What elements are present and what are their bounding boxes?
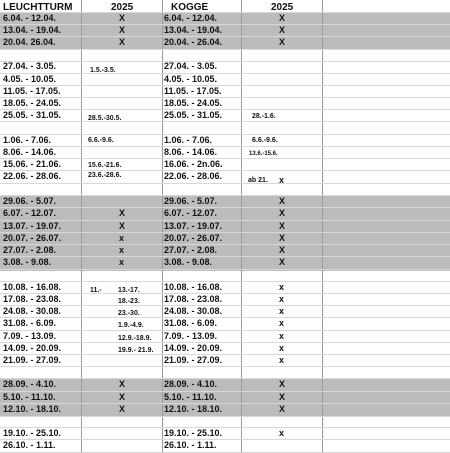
row-divider [0, 439, 450, 440]
kogge-booked-mark: X [279, 196, 286, 206]
kogge-week: 20.04. - 26.04. [164, 37, 223, 47]
note: 18.-23. [118, 298, 140, 305]
kogge-booked-mark: X [279, 233, 286, 243]
note: 1.5.-3.5. [90, 67, 116, 74]
kogge-booked-mark: X [279, 13, 286, 23]
note: 13.6.-15.6. [249, 151, 278, 157]
leuchtturm-booked-mark: X [119, 379, 126, 389]
leuchtturm-week: 28.09. - 4.10. [3, 379, 57, 389]
leuchtturm-week: 4.05. - 10.05. [3, 74, 57, 84]
leuchtturm-booked-mark: X [119, 404, 126, 414]
kogge-week: 13.04. - 19.04. [164, 25, 223, 35]
kogge-week: 20.07. - 26.07. [164, 233, 223, 243]
kogge-week: 14.09. - 20.09. [164, 343, 223, 353]
note: 13.-17. [118, 287, 140, 294]
kogge-booked-mark: x [279, 318, 285, 328]
kogge-week: 13.07. - 19.07. [164, 221, 223, 231]
kogge-week: 1.06. - 7.06. [164, 135, 213, 145]
row-divider [0, 24, 450, 25]
kogge-booked-mark: X [279, 25, 286, 35]
header-leuchtturm: LEUCHTTURM [3, 2, 73, 13]
header-year-left: 2025 [111, 2, 134, 13]
kogge-booked-mark: X [279, 37, 286, 47]
leuchtturm-week: 21.09. - 27.09. [3, 355, 62, 365]
kogge-week: 18.05. - 24.05. [164, 98, 223, 108]
leuchtturm-week: 19.10. - 25.10. [3, 428, 62, 438]
row-divider [0, 170, 450, 171]
note: 6.6.-9.6. [88, 137, 114, 144]
leuchtturm-week: 31.08. - 6.09. [3, 318, 57, 328]
leuchtturm-week: 13.07. - 19.07. [3, 221, 62, 231]
row-divider [0, 134, 450, 135]
kogge-booked-mark: x [279, 294, 285, 304]
leuchtturm-week: 10.08. - 16.08. [3, 282, 62, 292]
kogge-week: 6.04. - 12.04. [164, 13, 218, 23]
row-divider [0, 85, 450, 86]
kogge-week: 21.09. - 27.09. [164, 355, 223, 365]
kogge-week: 16.06. - 2n.06. [164, 159, 223, 169]
row-divider [0, 36, 450, 37]
kogge-booked-mark: x [279, 306, 285, 316]
kogge-week: 27.07. - 2.08. [164, 245, 218, 255]
row-divider [0, 195, 450, 196]
row-divider [0, 146, 450, 147]
note: ab 21. [248, 177, 268, 184]
kogge-week: 27.04. - 3.05. [164, 61, 218, 71]
leuchtturm-week: 1.06. - 7.06. [3, 135, 52, 145]
kogge-week: 4.05. - 10.05. [164, 74, 218, 84]
header-year-right: 2025 [271, 2, 294, 13]
leuchtturm-week: 14.09. - 20.09. [3, 343, 62, 353]
leuchtturm-week: 5.10. - 11.10. [3, 392, 56, 402]
note: 12.9.-18.9. [118, 335, 152, 342]
column-divider [81, 0, 82, 453]
leuchtturm-booked-mark: X [119, 37, 126, 47]
note: 1.9.-4.9. [118, 322, 144, 329]
row-divider [0, 158, 450, 159]
leuchtturm-booked-mark: X [119, 221, 126, 231]
column-divider [322, 0, 323, 453]
kogge-booked-mark: x [279, 355, 285, 365]
row-divider [0, 121, 450, 122]
note: 15.6.-21.6. [88, 162, 122, 169]
row-divider [0, 281, 450, 282]
row-divider [0, 293, 450, 294]
note: 28.-1.6. [252, 113, 276, 120]
kogge-week: 12.10. - 18.10. [164, 404, 223, 414]
note: 23.-30. [118, 310, 140, 317]
kogge-week: 31.08. - 6.09. [164, 318, 218, 328]
kogge-booked-mark: X [279, 379, 286, 389]
kogge-week: 19.10. - 25.10. [164, 428, 223, 438]
row-divider [0, 391, 450, 392]
leuchtturm-week: 27.07. - 2.08. [3, 245, 57, 255]
kogge-week: 29.06. - 5.07. [164, 196, 218, 206]
note: 28.5.-30.5. [88, 115, 122, 122]
row-divider [0, 305, 450, 306]
row-divider [0, 366, 450, 367]
leuchtturm-booked-mark: X [119, 392, 126, 402]
kogge-week: 7.09. - 13.09. [164, 331, 218, 341]
kogge-week: 26.10. - 1.11. [164, 440, 217, 450]
kogge-booked-mark: X [279, 392, 286, 402]
row-divider [0, 256, 450, 257]
kogge-week: 10.08. - 16.08. [164, 282, 223, 292]
kogge-booked-mark: X [279, 404, 286, 414]
kogge-week: 24.08. - 30.08. [164, 306, 223, 316]
column-divider [241, 0, 242, 453]
leuchtturm-week: 11.05. - 17.05. [3, 86, 61, 96]
leuchtturm-week: 24.08. - 30.08. [3, 306, 62, 316]
kogge-week: 28.09. - 4.10. [164, 379, 218, 389]
kogge-week: 6.07. - 12.07. [164, 208, 218, 218]
leuchtturm-week: 12.10. - 18.10. [3, 404, 62, 414]
note: 6.6.-9.6. [252, 137, 278, 144]
leuchtturm-booked-mark: x [119, 245, 125, 255]
leuchtturm-week: 3.08. - 9.08. [3, 257, 52, 267]
row-divider [0, 73, 450, 74]
kogge-booked-mark: X [279, 208, 286, 218]
kogge-week: 3.08. - 9.08. [164, 257, 213, 267]
leuchtturm-booked-mark: x [119, 233, 125, 243]
leuchtturm-week: 20.04. 26.04. [3, 37, 56, 47]
leuchtturm-week: 7.09. - 13.09. [3, 331, 57, 341]
note: 11.- [90, 287, 102, 294]
kogge-booked-mark: x [279, 282, 285, 292]
leuchtturm-week: 6.04. - 12.04. [3, 13, 57, 23]
leuchtturm-week: 26.10. - 1.11. [3, 440, 56, 450]
leuchtturm-week: 27.04. - 3.05. [3, 61, 57, 71]
kogge-week: 11.05. - 17.05. [164, 86, 222, 96]
row-divider [0, 220, 450, 221]
row-divider [0, 330, 450, 331]
leuchtturm-week: 29.06. - 5.07. [3, 196, 57, 206]
row-divider [0, 183, 450, 184]
kogge-week: 8.06. - 14.06. [164, 147, 218, 157]
note: 23.6.-28.6. [88, 172, 122, 179]
leuchtturm-week: 13.04. - 19.04. [3, 25, 62, 35]
row-divider [0, 269, 450, 270]
header-kogge: KOGGE [171, 2, 209, 13]
row-divider [0, 49, 450, 50]
shaded-block-april [0, 12, 450, 50]
row-divider [0, 97, 450, 98]
leuchtturm-week: 20.07. - 26.07. [3, 233, 62, 243]
row-divider [0, 244, 450, 245]
row-divider [0, 416, 450, 417]
kogge-week: 22.06. - 28.06. [164, 171, 223, 181]
leuchtturm-booked-mark: x [119, 257, 125, 267]
leuchtturm-booked-mark: X [119, 13, 126, 23]
leuchtturm-week: 18.05. - 24.05. [3, 98, 62, 108]
row-divider [0, 342, 450, 343]
kogge-booked-mark: x [279, 428, 285, 438]
kogge-booked-mark: X [279, 245, 286, 255]
kogge-week: 17.08. - 23.08. [164, 294, 223, 304]
shaded-block-october [0, 379, 450, 417]
kogge-booked-mark: X [279, 257, 286, 267]
row-divider [0, 378, 450, 379]
kogge-week: 25.05. - 31.05. [164, 110, 223, 120]
note: 19.9.- 21.9. [118, 347, 154, 354]
kogge-booked-mark: X [279, 221, 286, 231]
row-divider [0, 109, 450, 110]
note: x [279, 175, 285, 185]
leuchtturm-week: 8.06. - 14.06. [3, 147, 57, 157]
row-divider [0, 317, 450, 318]
row-divider [0, 403, 450, 404]
leuchtturm-week: 15.06. - 21.06. [3, 159, 62, 169]
row-divider [0, 232, 450, 233]
row-divider [0, 427, 450, 428]
kogge-booked-mark: x [279, 331, 285, 341]
row-divider [0, 354, 450, 355]
leuchtturm-booked-mark: X [119, 25, 126, 35]
kogge-booked-mark: x [279, 343, 285, 353]
row-divider [0, 61, 450, 62]
leuchtturm-week: 6.07. - 12.07. [3, 208, 57, 218]
column-divider [162, 0, 163, 453]
kogge-week: 5.10. - 11.10. [164, 392, 217, 402]
leuchtturm-booked-mark: X [119, 208, 126, 218]
leuchtturm-week: 25.05. - 31.05. [3, 110, 62, 120]
leuchtturm-week: 22.06. - 28.06. [3, 171, 62, 181]
row-divider [0, 207, 450, 208]
leuchtturm-week: 17.08. - 23.08. [3, 294, 62, 304]
